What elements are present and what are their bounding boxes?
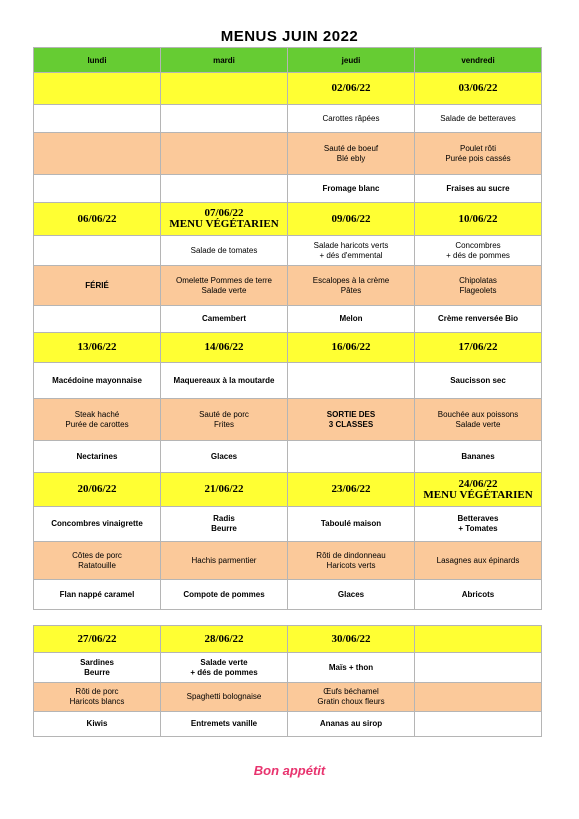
date-cell: 07/06/22 MENU VÉGÉTARIEN: [161, 203, 288, 236]
dessert-row: [34, 175, 542, 203]
starter-cell: [34, 105, 161, 133]
date-cell: [161, 73, 288, 105]
date-cell: [415, 626, 542, 653]
main-dish-cell: Hachis parmentier: [161, 542, 288, 580]
main-dish-cell: [34, 133, 161, 175]
starter-cell: Carottes râpées: [288, 105, 415, 133]
dessert-cell: Kiwis: [34, 712, 161, 737]
date-cell: 27/06/22: [34, 626, 161, 653]
starter-cell: Saucisson sec: [415, 363, 542, 399]
dessert-cell: Glaces: [161, 441, 288, 473]
date-cell: 02/06/22: [288, 73, 415, 105]
dessert-cell: [34, 175, 161, 203]
date-row: [34, 73, 542, 105]
starter-cell: Macédoine mayonnaise: [34, 363, 161, 399]
starter-row: [34, 105, 542, 133]
day-header-vendredi: vendredi: [415, 48, 542, 73]
dessert-row: [34, 712, 542, 737]
starter-cell: [34, 236, 161, 266]
starter-cell: Salade de betteraves: [415, 105, 542, 133]
date-cell: [34, 73, 161, 105]
dessert-cell: Abricots: [415, 580, 542, 610]
main-dish-cell: Sauté de porc Frites: [161, 399, 288, 441]
main-dish-cell: Rôti de porc Haricots blancs: [34, 683, 161, 712]
main-dish-cell: SORTIE DES 3 CLASSES: [288, 399, 415, 441]
main-dish-cell: Chipolatas Flageolets: [415, 266, 542, 306]
date-cell: 20/06/22: [34, 473, 161, 507]
main-dish-cell: [415, 683, 542, 712]
dessert-cell: Melon: [288, 306, 415, 333]
date-cell: 17/06/22: [415, 333, 542, 363]
dessert-cell: Flan nappé caramel: [34, 580, 161, 610]
starter-cell: [161, 105, 288, 133]
page-title: MENUS JUIN 2022: [220, 28, 359, 45]
day-header-mardi: mardi: [161, 48, 288, 73]
main-dish-row: [34, 399, 542, 441]
dessert-row: [34, 441, 542, 473]
main-dish-cell: [161, 133, 288, 175]
main-dish-cell: Poulet rôti Purée pois cassés: [415, 133, 542, 175]
starter-cell: Salade de tomates: [161, 236, 288, 266]
starter-cell: Sardines Beurre: [34, 653, 161, 683]
date-cell: 16/06/22: [288, 333, 415, 363]
dessert-cell: Ananas au sirop: [288, 712, 415, 737]
main-dish-cell: Escalopes à la crème Pâtes: [288, 266, 415, 306]
date-cell: 09/06/22: [288, 203, 415, 236]
dessert-cell: Crème renversée Bio: [415, 306, 542, 333]
day-header-lundi: lundi: [34, 48, 161, 73]
main-dish-row: [34, 683, 542, 712]
footer-bon-appetit: Bon appétit: [253, 763, 326, 778]
main-dish-cell: Rôti de dindonneau Haricots verts: [288, 542, 415, 580]
dessert-cell: Glaces: [288, 580, 415, 610]
starter-cell: Maquereaux à la moutarde: [161, 363, 288, 399]
starter-cell: Radis Beurre: [161, 507, 288, 542]
dessert-cell: Fromage blanc: [288, 175, 415, 203]
main-dish-cell: Sauté de boeuf Blé ebly: [288, 133, 415, 175]
starter-cell: Taboulé maison: [288, 507, 415, 542]
date-cell: 06/06/22: [34, 203, 161, 236]
day-header-jeudi: jeudi: [288, 48, 415, 73]
dessert-cell: Compote de pommes: [161, 580, 288, 610]
date-row: [34, 626, 542, 653]
starter-cell: [415, 653, 542, 683]
starter-row: [34, 653, 542, 683]
main-dish-cell: Spaghetti bolognaise: [161, 683, 288, 712]
starter-row: [34, 363, 542, 399]
main-dish-cell: FÉRIÉ: [34, 266, 161, 306]
date-cell: 30/06/22: [288, 626, 415, 653]
date-cell: 14/06/22: [161, 333, 288, 363]
main-dish-cell: Lasagnes aux épinards: [415, 542, 542, 580]
dessert-cell: [34, 306, 161, 333]
main-dish-cell: Côtes de porc Ratatouille: [34, 542, 161, 580]
main-dish-cell: Omelette Pommes de terre Salade verte: [161, 266, 288, 306]
dessert-row: [34, 306, 542, 333]
main-dish-cell: Œufs béchamel Gratin choux fleurs: [288, 683, 415, 712]
date-row: [34, 333, 542, 363]
menu-table-last-week: [33, 625, 542, 737]
starter-row: [34, 507, 542, 542]
date-cell: 23/06/22: [288, 473, 415, 507]
main-dish-row: [34, 266, 542, 306]
dessert-cell: [288, 441, 415, 473]
starter-cell: Concombres + dés de pommes: [415, 236, 542, 266]
main-dish-cell: Bouchée aux poissons Salade verte: [415, 399, 542, 441]
dessert-cell: Nectarines: [34, 441, 161, 473]
dessert-cell: [415, 712, 542, 737]
dessert-cell: [161, 175, 288, 203]
date-row: [34, 473, 542, 507]
date-cell: 28/06/22: [161, 626, 288, 653]
starter-cell: [288, 363, 415, 399]
starter-cell: Maïs + thon: [288, 653, 415, 683]
date-cell: 10/06/22: [415, 203, 542, 236]
main-dish-row: [34, 542, 542, 580]
date-row: [34, 203, 542, 236]
starter-cell: Betteraves + Tomates: [415, 507, 542, 542]
day-header-row: [34, 48, 542, 73]
date-cell: 21/06/22: [161, 473, 288, 507]
starter-cell: Salade verte + dés de pommes: [161, 653, 288, 683]
dessert-cell: Fraises au sucre: [415, 175, 542, 203]
main-dish-cell: Steak haché Purée de carottes: [34, 399, 161, 441]
starter-cell: Salade haricots verts + dés d'emmental: [288, 236, 415, 266]
dessert-cell: Entremets vanille: [161, 712, 288, 737]
starter-cell: Concombres vinaigrette: [34, 507, 161, 542]
main-dish-row: [34, 133, 542, 175]
menu-table: [33, 47, 542, 610]
dessert-cell: Camembert: [161, 306, 288, 333]
dessert-row: [34, 580, 542, 610]
starter-row: [34, 236, 542, 266]
date-cell: 03/06/22: [415, 73, 542, 105]
date-cell: 13/06/22: [34, 333, 161, 363]
date-cell: 24/06/22 MENU VÉGÉTARIEN: [415, 473, 542, 507]
dessert-cell: Bananes: [415, 441, 542, 473]
